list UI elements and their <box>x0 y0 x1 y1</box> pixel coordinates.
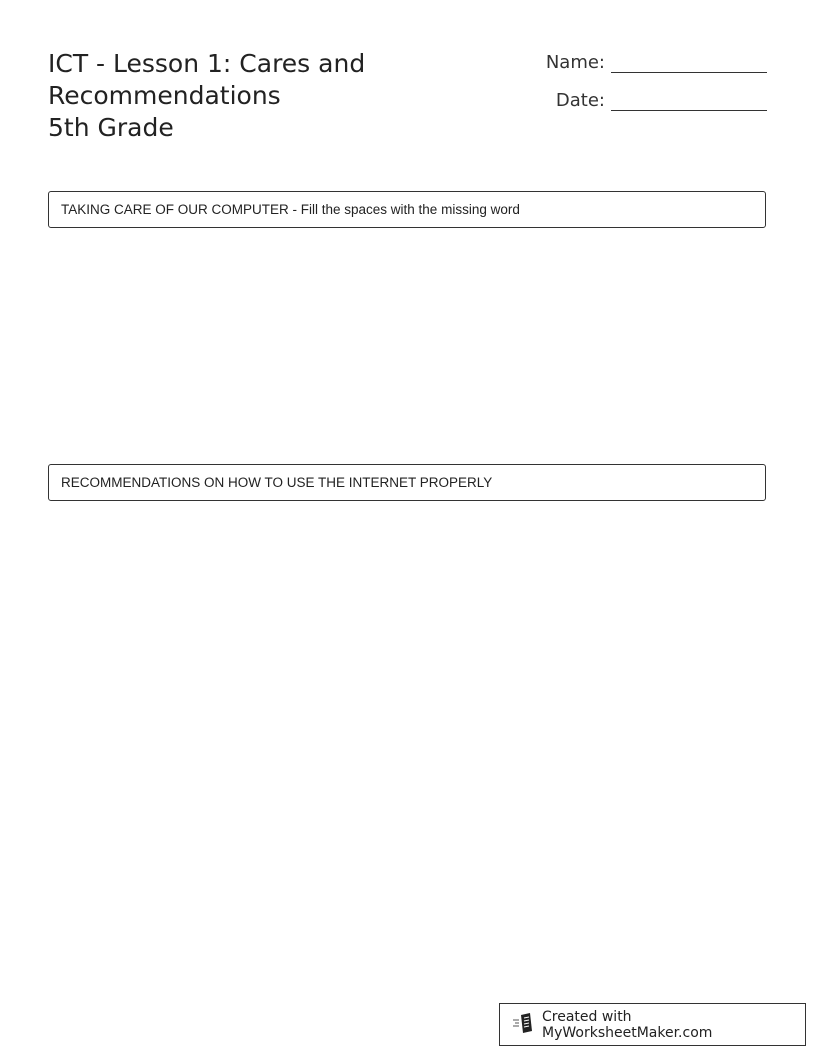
title-line-2: Recommendations <box>48 81 281 110</box>
footer-text: Created with MyWorksheetMaker.com <box>542 1008 713 1041</box>
worksheet-title <box>48 48 448 144</box>
name-label: Name: <box>545 52 605 73</box>
date-field <box>556 90 767 111</box>
date-label: Date: <box>555 90 605 111</box>
name-blank-line[interactable] <box>611 52 767 73</box>
section-heading-computer-care <box>48 191 766 228</box>
worksheet-logo-icon <box>512 1012 542 1038</box>
name-field <box>546 52 767 73</box>
section-heading-internet-recommendations <box>48 464 766 501</box>
section-heading-text: RECOMMENDATIONS ON HOW TO USE THE INTERNET PROPERLY <box>61 475 493 490</box>
title-line-3: 5th Grade <box>48 113 174 142</box>
title-line-1: ICT - Lesson 1: Cares and <box>48 49 366 78</box>
section-heading-text: TAKING CARE OF OUR COMPUTER - Fill the spaces with the missing word <box>61 202 520 217</box>
date-blank-line[interactable] <box>611 90 767 111</box>
footer-credit <box>499 1003 806 1046</box>
